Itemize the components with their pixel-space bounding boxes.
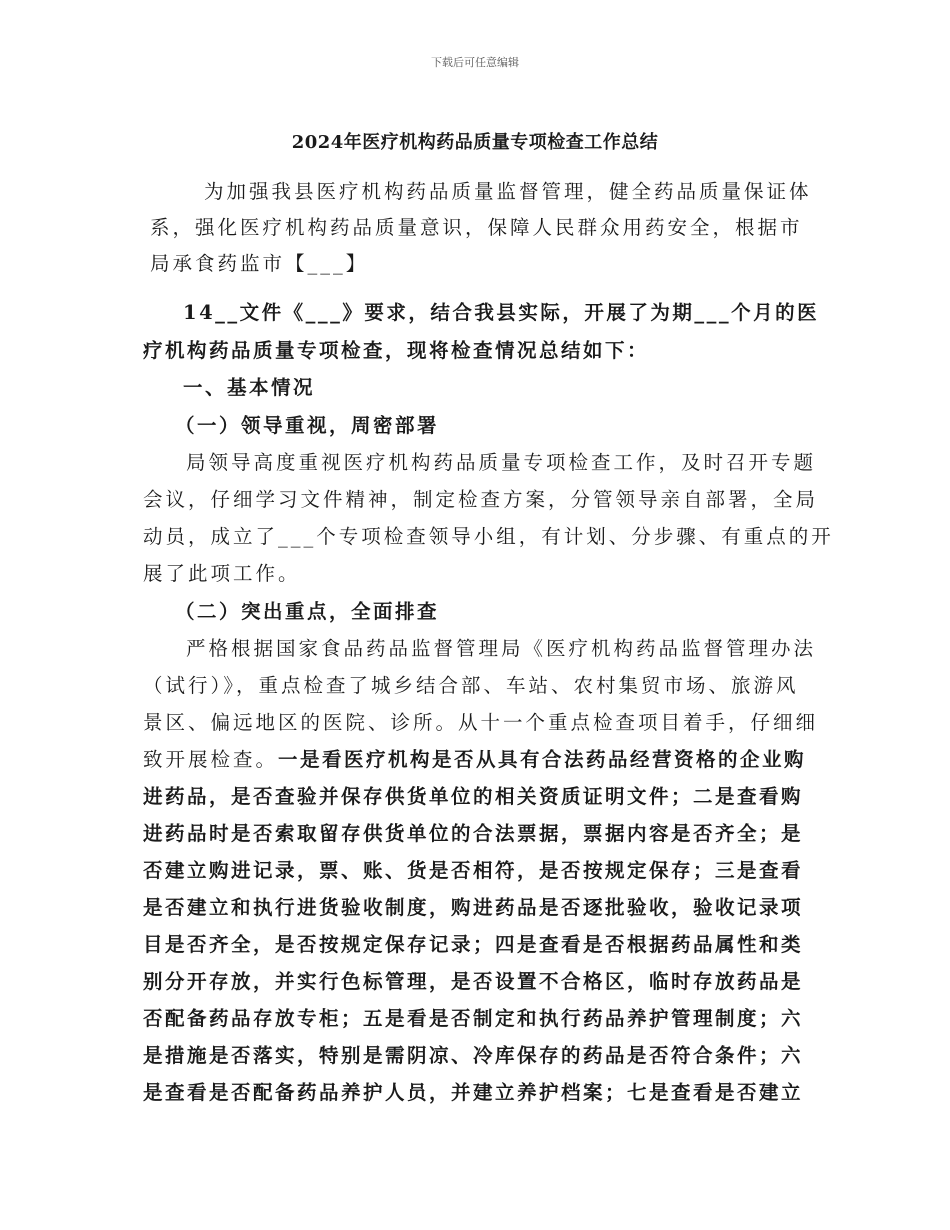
paragraph-4-line-4 bbox=[143, 744, 806, 772]
paragraph-4-line-6: 进药品时是否索取留存供货单位的合法票据，票据内容是否齐全；是 bbox=[143, 822, 804, 845]
paragraph-2-line-2: 疗机构药品质量专项检查，现将检查情况总结如下： bbox=[143, 339, 650, 362]
paragraph-1-line-2: 系，强化医疗机构药品质量意识，保障人民群众用药安全，根据市 bbox=[150, 216, 803, 239]
paragraph-1-line-3: 局承食药监市【___】 bbox=[150, 252, 369, 275]
subheading-2: （二）突出重点，全面排查 bbox=[175, 600, 440, 623]
paragraph-4-line-10: 别分开存放，并实行色标管理，是否设置不合格区，临时存放药品是 bbox=[143, 970, 804, 993]
paragraph-4-line-12: 是措施是否落实，特别是需阴凉、冷库保存的药品是否符合条件；六 bbox=[143, 1044, 804, 1067]
subheading-1: （一）领导重视，周密部署 bbox=[175, 414, 440, 437]
paragraph-4-line-2: （试行）》，重点检查了城乡结合部、车站、农村集贸市场、旅游风 bbox=[143, 674, 799, 697]
section-heading-basic: 一、基本情况 bbox=[183, 376, 316, 399]
document-title: 2024年医疗机构药品质量专项检查工作总结 bbox=[291, 132, 659, 153]
paragraph-4-line-4-plain: 致开展检查。 bbox=[143, 748, 279, 771]
paragraph-3-line-3: 动员，成立了___个专项检查领导小组，有计划、分步骤、有重点的开 bbox=[143, 525, 834, 548]
paragraph-3-line-4: 展了此项工作。 bbox=[143, 562, 301, 585]
paragraph-4-line-4-bold: 一是看医疗机构是否从具有合法药品经营资格的企业购 bbox=[278, 748, 807, 771]
paragraph-4-line-11: 否配备药品存放专柜；五是看是否制定和执行药品养护管理制度；六 bbox=[143, 1007, 804, 1030]
paragraph-3-line-2: 会议，仔细学习文件精神，制定检查方案，分管领导亲自部署，全局 bbox=[143, 488, 819, 511]
paragraph-4-line-8: 是否建立和执行进货验收制度，购进药品是否逐批验收，验收记录项 bbox=[143, 896, 804, 919]
paragraph-2-line-1: 14__文件《___》要求，结合我县实际，开展了为期___个月的医 bbox=[183, 301, 820, 324]
paragraph-1-line-1: 为加强我县医疗机构药品质量监督管理，健全药品质量保证体 bbox=[204, 180, 812, 203]
page-header-note: 下载后可任意编辑 bbox=[431, 56, 519, 69]
paragraph-3-line-1: 局领导高度重视医疗机构药品质量专项检查工作，及时召开专题 bbox=[186, 451, 817, 474]
paragraph-4-line-1: 严格根据国家食品药品监督管理局《医疗机构药品监督管理办法 bbox=[186, 637, 817, 660]
paragraph-4-line-5: 进药品，是否查验并保存供货单位的相关资质证明文件；二是查看购 bbox=[143, 785, 804, 808]
paragraph-4-line-7: 否建立购进记录，票、账、货是否相符，是否按规定保存；三是查看 bbox=[143, 859, 804, 882]
paragraph-4-line-13: 是查看是否配备药品养护人员，并建立养护档案；七是查看是否建立 bbox=[143, 1081, 804, 1104]
paragraph-4-line-9: 目是否齐全，是否按规定保存记录；四是查看是否根据药品属性和类 bbox=[143, 933, 804, 956]
paragraph-4-line-3: 景区、偏远地区的医院、诊所。从十一个重点检查项目着手，仔细细 bbox=[143, 711, 819, 734]
